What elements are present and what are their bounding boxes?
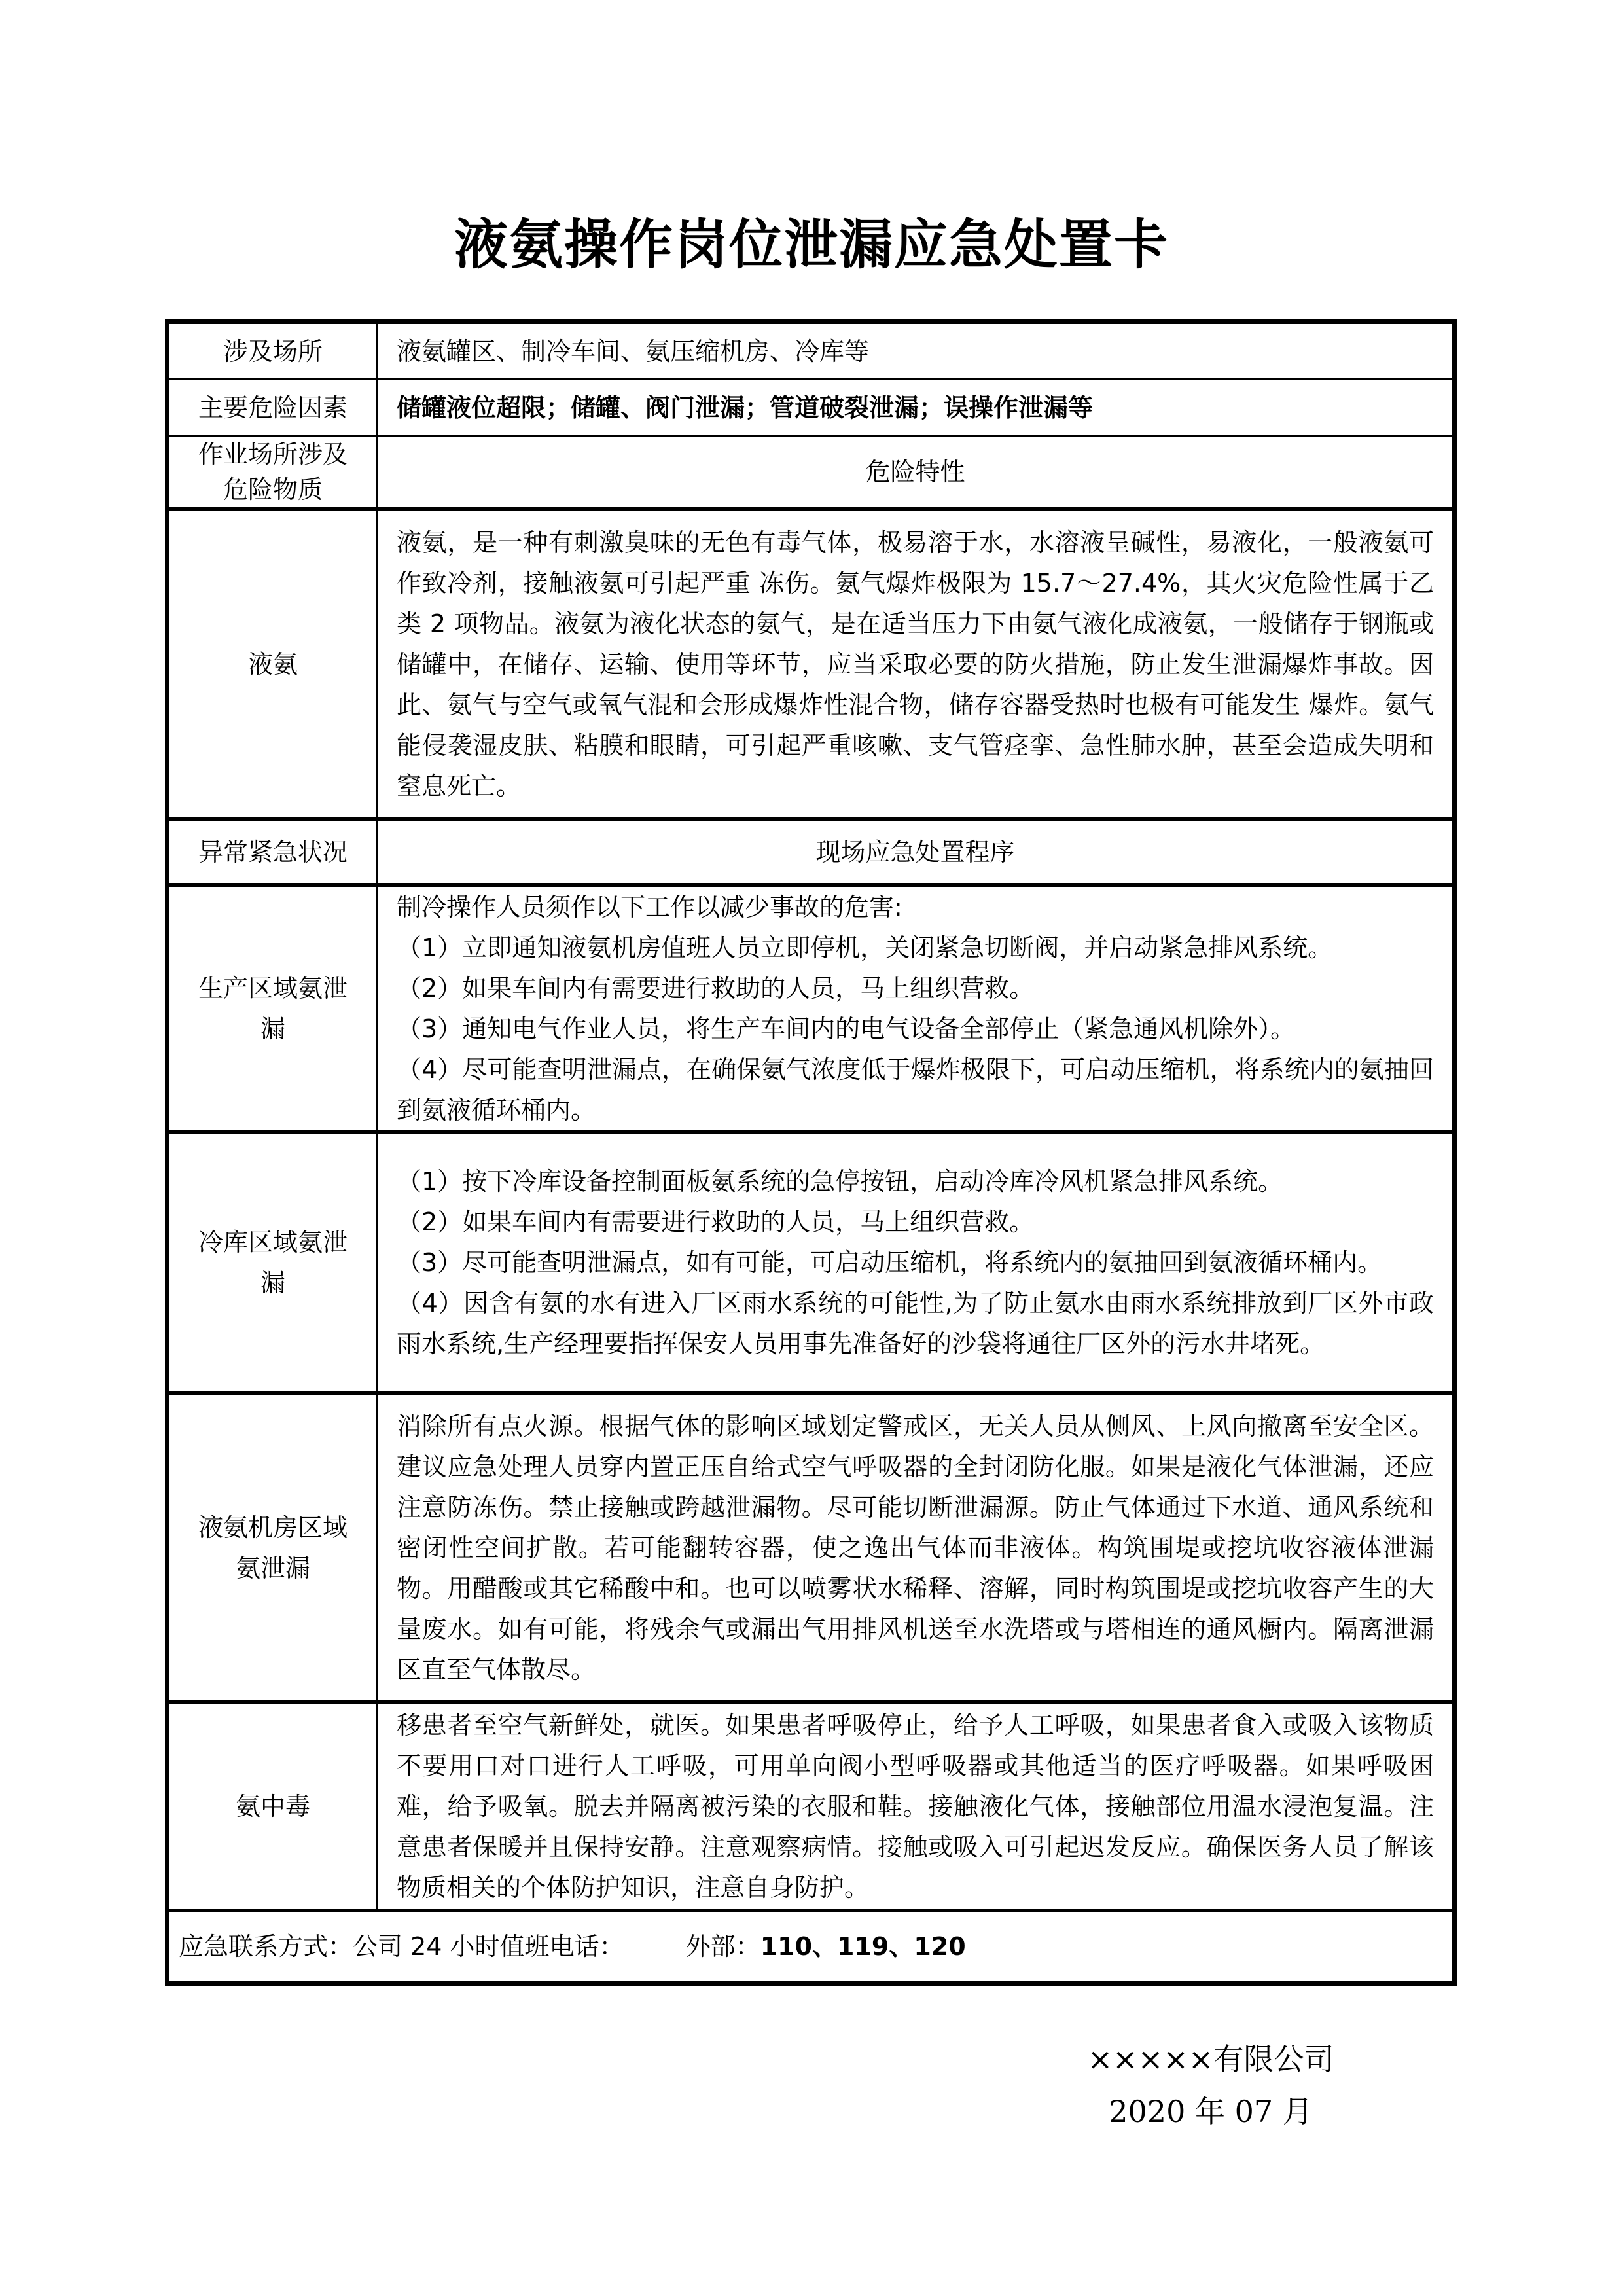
production-leak-step: （4）尽可能查明泄漏点，在确保氨气浓度低于爆炸极限下，可启动压缩机，将系统内的氨抽回到氨液循环桶内。 [397,1055,1434,1124]
issue-date: 2020 年 07 月 [1109,2094,1313,2129]
external-label: 外部： [685,1932,760,1962]
row-cold-storage-leak [168,1132,1455,1393]
location-value: 液氨罐区、制冷车间、氨压缩机房、冷库等 [378,322,1455,380]
internal-hotline: 公司 24 小时值班电话： [353,1932,624,1962]
row-procedure-header [168,819,1455,885]
production-leak-intro: 制冷操作人员须作以下工作以减少事故的危害: [397,893,902,922]
row-machine-room-leak [168,1393,1455,1702]
company-name: ×××××有限公司 [1087,2041,1334,2077]
cold-storage-leak-label: 冷库区域氨泄漏 [168,1132,378,1393]
production-leak-step: （1）立即通知液氨机房值班人员立即停机，关闭紧急切断阀，并启动紧急排风系统。 [397,933,1333,962]
hazard-characteristics-header: 危险特性 [378,436,1455,510]
procedure-header-label: 异常紧急状况 [168,819,378,885]
row-hazards [168,380,1455,436]
row-poisoning [168,1702,1455,1910]
external-numbers: 110、119、120 [760,1932,966,1962]
machine-room-leak-label: 液氨机房区域氨泄漏 [168,1393,378,1702]
location-label: 涉及场所 [168,322,378,380]
cold-storage-leak-step: （1）按下冷库设备控制面板氨系统的急停按钮，启动冷库冷风机紧急排风系统。 [397,1167,1283,1196]
cold-storage-leak-step: （4）因含有氨的水有进入厂区雨水系统的可能性,为了防止氨水由雨水系统排放到厂区外市政雨水系统,生产经理要指挥保安人员用事先准备好的沙袋将通往厂区外的污水井堵死。 [397,1289,1434,1358]
contact-label: 应急联系方式： [179,1932,353,1962]
row-location [168,322,1455,380]
poisoning-label: 氨中毒 [168,1702,378,1910]
row-contact [168,1910,1455,1983]
row-ammonia [168,509,1455,819]
poisoning-description: 移患者至空气新鲜处，就医。如果患者呼吸停止，给予人工呼吸，如果患者食入或吸入该物质不要用口对口进行人工呼吸，可用单向阀小型呼吸器或其他适当的医疗呼吸器。如果呼吸困难，给予吸氧。脱去并隔离被污染的衣服和鞋。接触液化气体，接触部位用温水浸泡复温。注意患者保暖并且保持安静。注意观察病情。接触或吸入可引起迟发反应。确保医务人员了解该物质相关的个体防护知识，注意自身防护。 [378,1702,1455,1910]
hazards-value: 储罐液位超限；储罐、阀门泄漏；管道破裂泄漏；误操作泄漏等 [378,380,1455,436]
emergency-card-table [165,319,1457,1986]
substance-header-label: 作业场所涉及危险物质 [168,436,378,510]
cold-storage-leak-step: （2）如果车间内有需要进行救助的人员，马上组织营救。 [397,1208,1035,1236]
production-leak-step: （2）如果车间内有需要进行救助的人员，马上组织营救。 [397,974,1035,1003]
cold-storage-leak-steps [378,1132,1455,1393]
row-substance-header [168,436,1455,510]
production-leak-step: （3）通知电气作业人员，将生产车间内的电气设备全部停止（紧急通风机除外）。 [397,1014,1296,1043]
hazards-label: 主要危险因素 [168,380,378,436]
procedure-header: 现场应急处置程序 [378,819,1455,885]
ammonia-description: 液氨，是一种有刺激臭味的无色有毒气体，极易溶于水，水溶液呈碱性，易液化，一般液氨可作致冷剂，接触液氨可引起严重 冻伤。氨气爆炸极限为 15.7～27.4%，其火灾危险性属于乙类 2 项物品。液氨为液化状态的氨气，是在适当压力下由氨气液化成液氨，一般储存于钢瓶或储罐中，在储存、运输、使用等环节，应当采取必要的防火措施，防止发生泄漏爆炸事故。因 此、氨气与空气或氧气混和会形成爆炸性混合物，储存容器受热时也极有可能发生 爆炸。氨气能侵袭湿皮肤、粘膜和眼睛，可引起严重咳嗽、支气管痉挛、急性肺水肿，甚至会造成失明和窒息死亡。 [378,509,1455,819]
production-leak-label: 生产区域氨泄漏 [168,885,378,1132]
production-leak-steps [378,885,1455,1132]
document-title: 液氨操作岗位泄漏应急处置卡 [454,214,1169,276]
row-production-leak [168,885,1455,1132]
cold-storage-leak-step: （3）尽可能查明泄漏点，如有可能，可启动压缩机，将系统内的氨抽回到氨液循环桶内。 [397,1248,1383,1277]
ammonia-label: 液氨 [168,509,378,819]
machine-room-leak-description: 消除所有点火源。根据气体的影响区域划定警戒区，无关人员从侧风、上风向撤离至安全区。建议应急处理人员穿内置正压自给式空气呼吸器的全封闭防化服。如果是液化气体泄漏，还应注意防冻伤。禁止接触或跨越泄漏物。尽可能切断泄漏源。防止气体通过下水道、通风系统和密闭性空间扩散。若可能翻转容器，使之逸出气体而非液体。构筑围堤或挖坑收容液体泄漏物。用醋酸或其它稀酸中和。也可以喷雾状水稀释、溶解，同时构筑围堤或挖坑收容产生的大量废水。如有可能，将残余气或漏出气用排风机送至水洗塔或与塔相连的通风橱内。隔离泄漏区直至气体散尽。 [378,1393,1455,1702]
contact-info [168,1910,1455,1983]
